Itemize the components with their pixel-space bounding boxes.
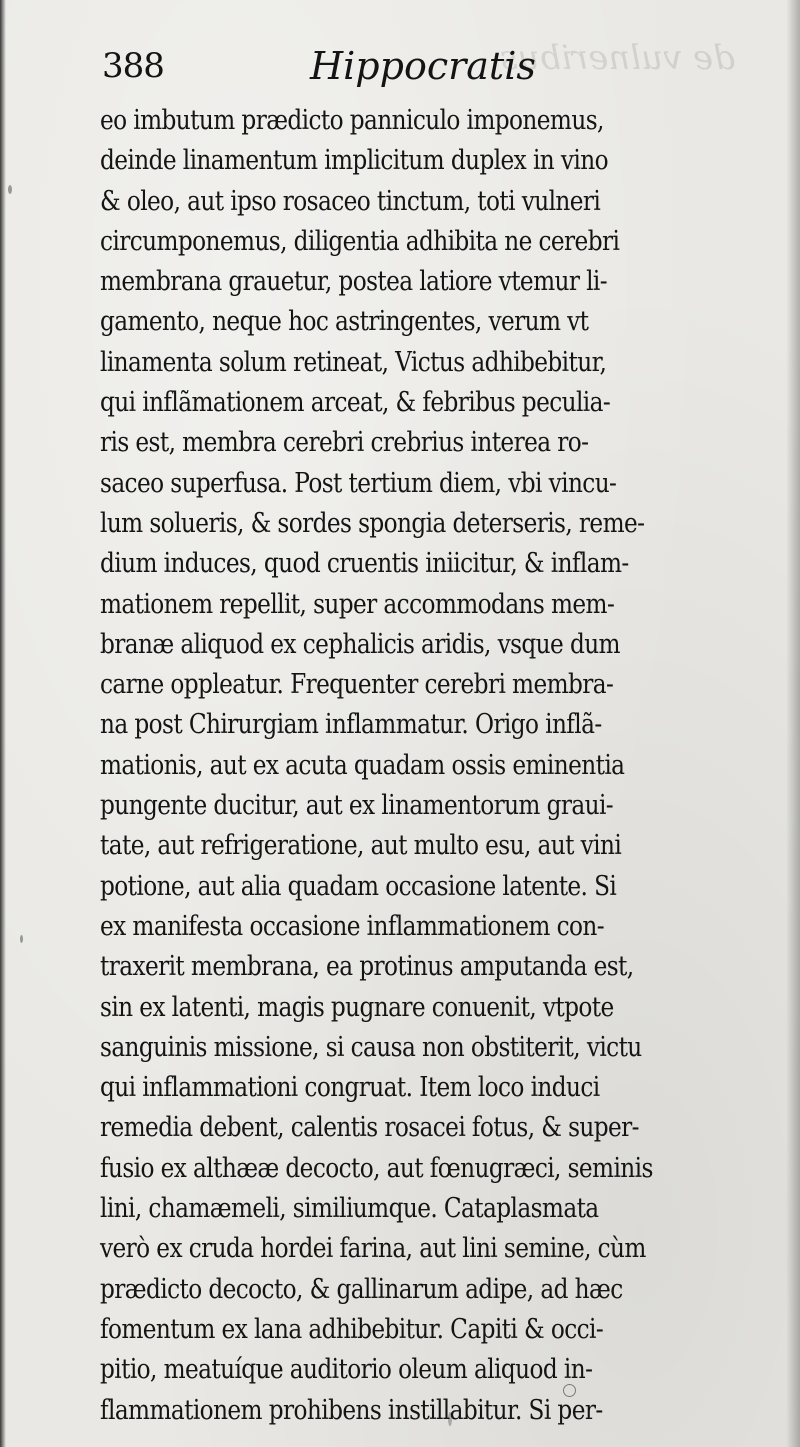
text-line-3: & oleo, aut ipso rosaceo tinctum, toti vulneri <box>100 185 601 217</box>
text-line-27: fusio ex althææ decocto, aut fœnugræci, seminis <box>100 1152 653 1184</box>
paper-speck <box>20 935 23 943</box>
bleed-through-text: de vulneribus <box>500 38 735 78</box>
body-text <box>100 101 780 1431</box>
text-line-17: mationis, aut ex acuta quadam ossis eminentia <box>100 749 625 781</box>
text-line-32: pitio, meatuíque auditorio oleum aliquod in- <box>100 1354 593 1386</box>
text-line-8: qui inflãmationem arceat, & febribus peculia- <box>100 387 611 419</box>
text-line-11: lum solueris, & sordes spongia deterseris, reme- <box>100 507 645 539</box>
text-line-6: gamento, neque hoc astringentes, verum vt <box>100 306 589 338</box>
text-line-23: sin ex latenti, magis pugnare conuenit, vtpote <box>100 991 614 1023</box>
text-line-16: na post Chirurgiam inflammatur. Origo inflã- <box>100 709 602 741</box>
page-binding-shadow <box>0 0 6 1447</box>
text-line-25: qui inflammationi congruat. Item loco induci <box>100 1072 600 1104</box>
text-line-2: deinde linamentum implicitum duplex in vino <box>100 145 608 177</box>
text-line-29: verò ex cruda hordei farina, aut lini semine, cùm <box>100 1233 646 1265</box>
paper-ring-mark <box>563 1384 576 1397</box>
text-line-22: traxerit membrana, ea protinus amputanda est, <box>100 951 634 983</box>
text-line-12: dium induces, quod cruentis iniicitur, & inflam- <box>100 548 629 580</box>
text-line-33: flammationem prohibens instillabitur. Si per- <box>100 1394 603 1426</box>
running-title: Hippocratis <box>310 44 536 88</box>
text-line-7: linamenta solum retineat, Victus adhibebitur, <box>100 346 607 378</box>
text-line-30: prædicto decocto, & gallinarum adipe, ad hæc <box>100 1273 623 1305</box>
page-edge-shadow <box>786 0 800 1447</box>
text-line-18: pungente ducitur, aut ex linamentorum graui- <box>100 790 614 822</box>
page-number: 388 <box>102 46 164 86</box>
paper-speck <box>448 1412 452 1426</box>
text-line-26: remedia debent, calentis rosacei fotus, & super- <box>100 1112 639 1144</box>
text-line-5: membrana grauetur, postea latiore vtemur li- <box>100 266 608 298</box>
text-line-24: sanguinis missione, si causa non obstiterit, victu <box>100 1031 642 1063</box>
text-line-13: mationem repellit, super accommodans mem- <box>100 588 615 620</box>
text-line-20: potione, aut alia quadam occasione latente. Si <box>100 870 617 902</box>
text-line-19: tate, aut refrigeratione, aut multo esu, aut vini <box>100 830 622 862</box>
running-header <box>100 40 720 96</box>
text-line-31: fomentum ex lana adhibebitur. Capiti & occi- <box>100 1313 604 1345</box>
paper-speck <box>8 185 12 194</box>
text-line-10: saceo superfusa. Post tertium diem, vbi vincu- <box>100 467 617 499</box>
text-line-9: ris est, membra cerebri crebrius interea ro- <box>100 427 589 459</box>
text-line-28: lini, chamæmeli, similiumque. Cataplasmata <box>100 1193 599 1225</box>
text-line-21: ex manifesta occasione inflammationem con- <box>100 910 604 942</box>
text-line-14: branæ aliquod ex cephalicis aridis, vsque dum <box>100 628 620 660</box>
text-line-4: circumponemus, diligentia adhibita ne cerebri <box>100 225 620 257</box>
text-line-1: eo imbutum prædicto panniculo imponemus, <box>100 105 604 136</box>
text-line-15: carne oppleatur. Frequenter cerebri membra- <box>100 669 614 701</box>
